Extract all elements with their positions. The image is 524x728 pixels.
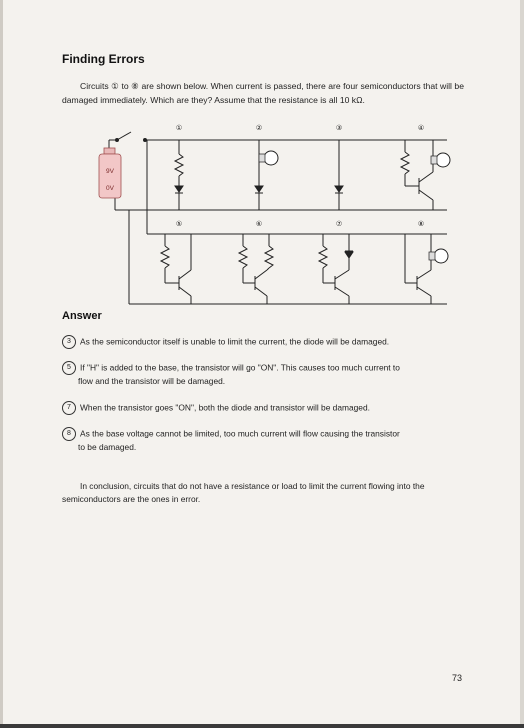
circuit-label-5: ⑤ xyxy=(175,220,183,228)
answer-item xyxy=(62,401,462,415)
page-number: 73 xyxy=(452,673,463,683)
answer-continuation: flow and the transistor will be damaged. xyxy=(78,376,226,386)
answer-number: 5 xyxy=(62,361,76,375)
page-edge-bottom xyxy=(0,724,524,728)
intro-text: Circuits ① to ⑧ are shown below. When current is passed, there are four semiconductors that will be damaged immediately. Which are they? Assume that the resistance is all 10 kΩ. xyxy=(62,81,467,105)
answer-item xyxy=(62,361,462,388)
answer-number: 3 xyxy=(62,335,76,349)
circuit-label-7: ⑦ xyxy=(335,220,343,228)
answer-text: When the transistor goes "ON", both the diode and transistor will be damaged. xyxy=(80,402,370,413)
answer-number: 8 xyxy=(62,427,76,441)
page-edge-right xyxy=(520,0,524,728)
answer-text: As the base voltage cannot be limited, too much current will flow causing the transistor xyxy=(80,428,400,439)
page-edge-left xyxy=(0,0,3,728)
battery-bottom-label: 0V xyxy=(106,185,114,192)
answer-item xyxy=(62,335,462,349)
lamp-icon xyxy=(259,151,278,165)
answer-item xyxy=(62,427,462,454)
lamp-icon xyxy=(429,249,448,263)
answer-text: If "H" is added to the base, the transistor will go "ON". This causes too much current to xyxy=(80,362,400,373)
circuit-label-3: ③ xyxy=(335,124,343,132)
page-title: Finding Errors xyxy=(62,52,145,66)
lamp-icon xyxy=(431,153,450,167)
answer-heading: Answer xyxy=(62,310,102,322)
intro-paragraph xyxy=(62,79,467,107)
circuit-label-2: ② xyxy=(255,124,263,132)
answer-continuation: to be damaged. xyxy=(78,442,137,452)
answer-number: 7 xyxy=(62,401,76,415)
battery-icon xyxy=(99,148,121,198)
battery-top-label: 9V xyxy=(106,168,114,175)
circuit-diagram xyxy=(95,118,455,310)
conclusion-paragraph: In conclusion, circuits that do not have a resistance or load to limit the current flowing into the semiconductors are the ones in error. xyxy=(62,481,425,504)
circuit-label-1: ① xyxy=(175,124,183,132)
circuit-label-8: ⑧ xyxy=(417,220,425,228)
circuit-label-6: ⑥ xyxy=(255,220,263,228)
circuit-label-4: ④ xyxy=(417,124,425,132)
answer-text: As the semiconductor itself is unable to limit the current, the diode will be damaged. xyxy=(80,336,390,347)
